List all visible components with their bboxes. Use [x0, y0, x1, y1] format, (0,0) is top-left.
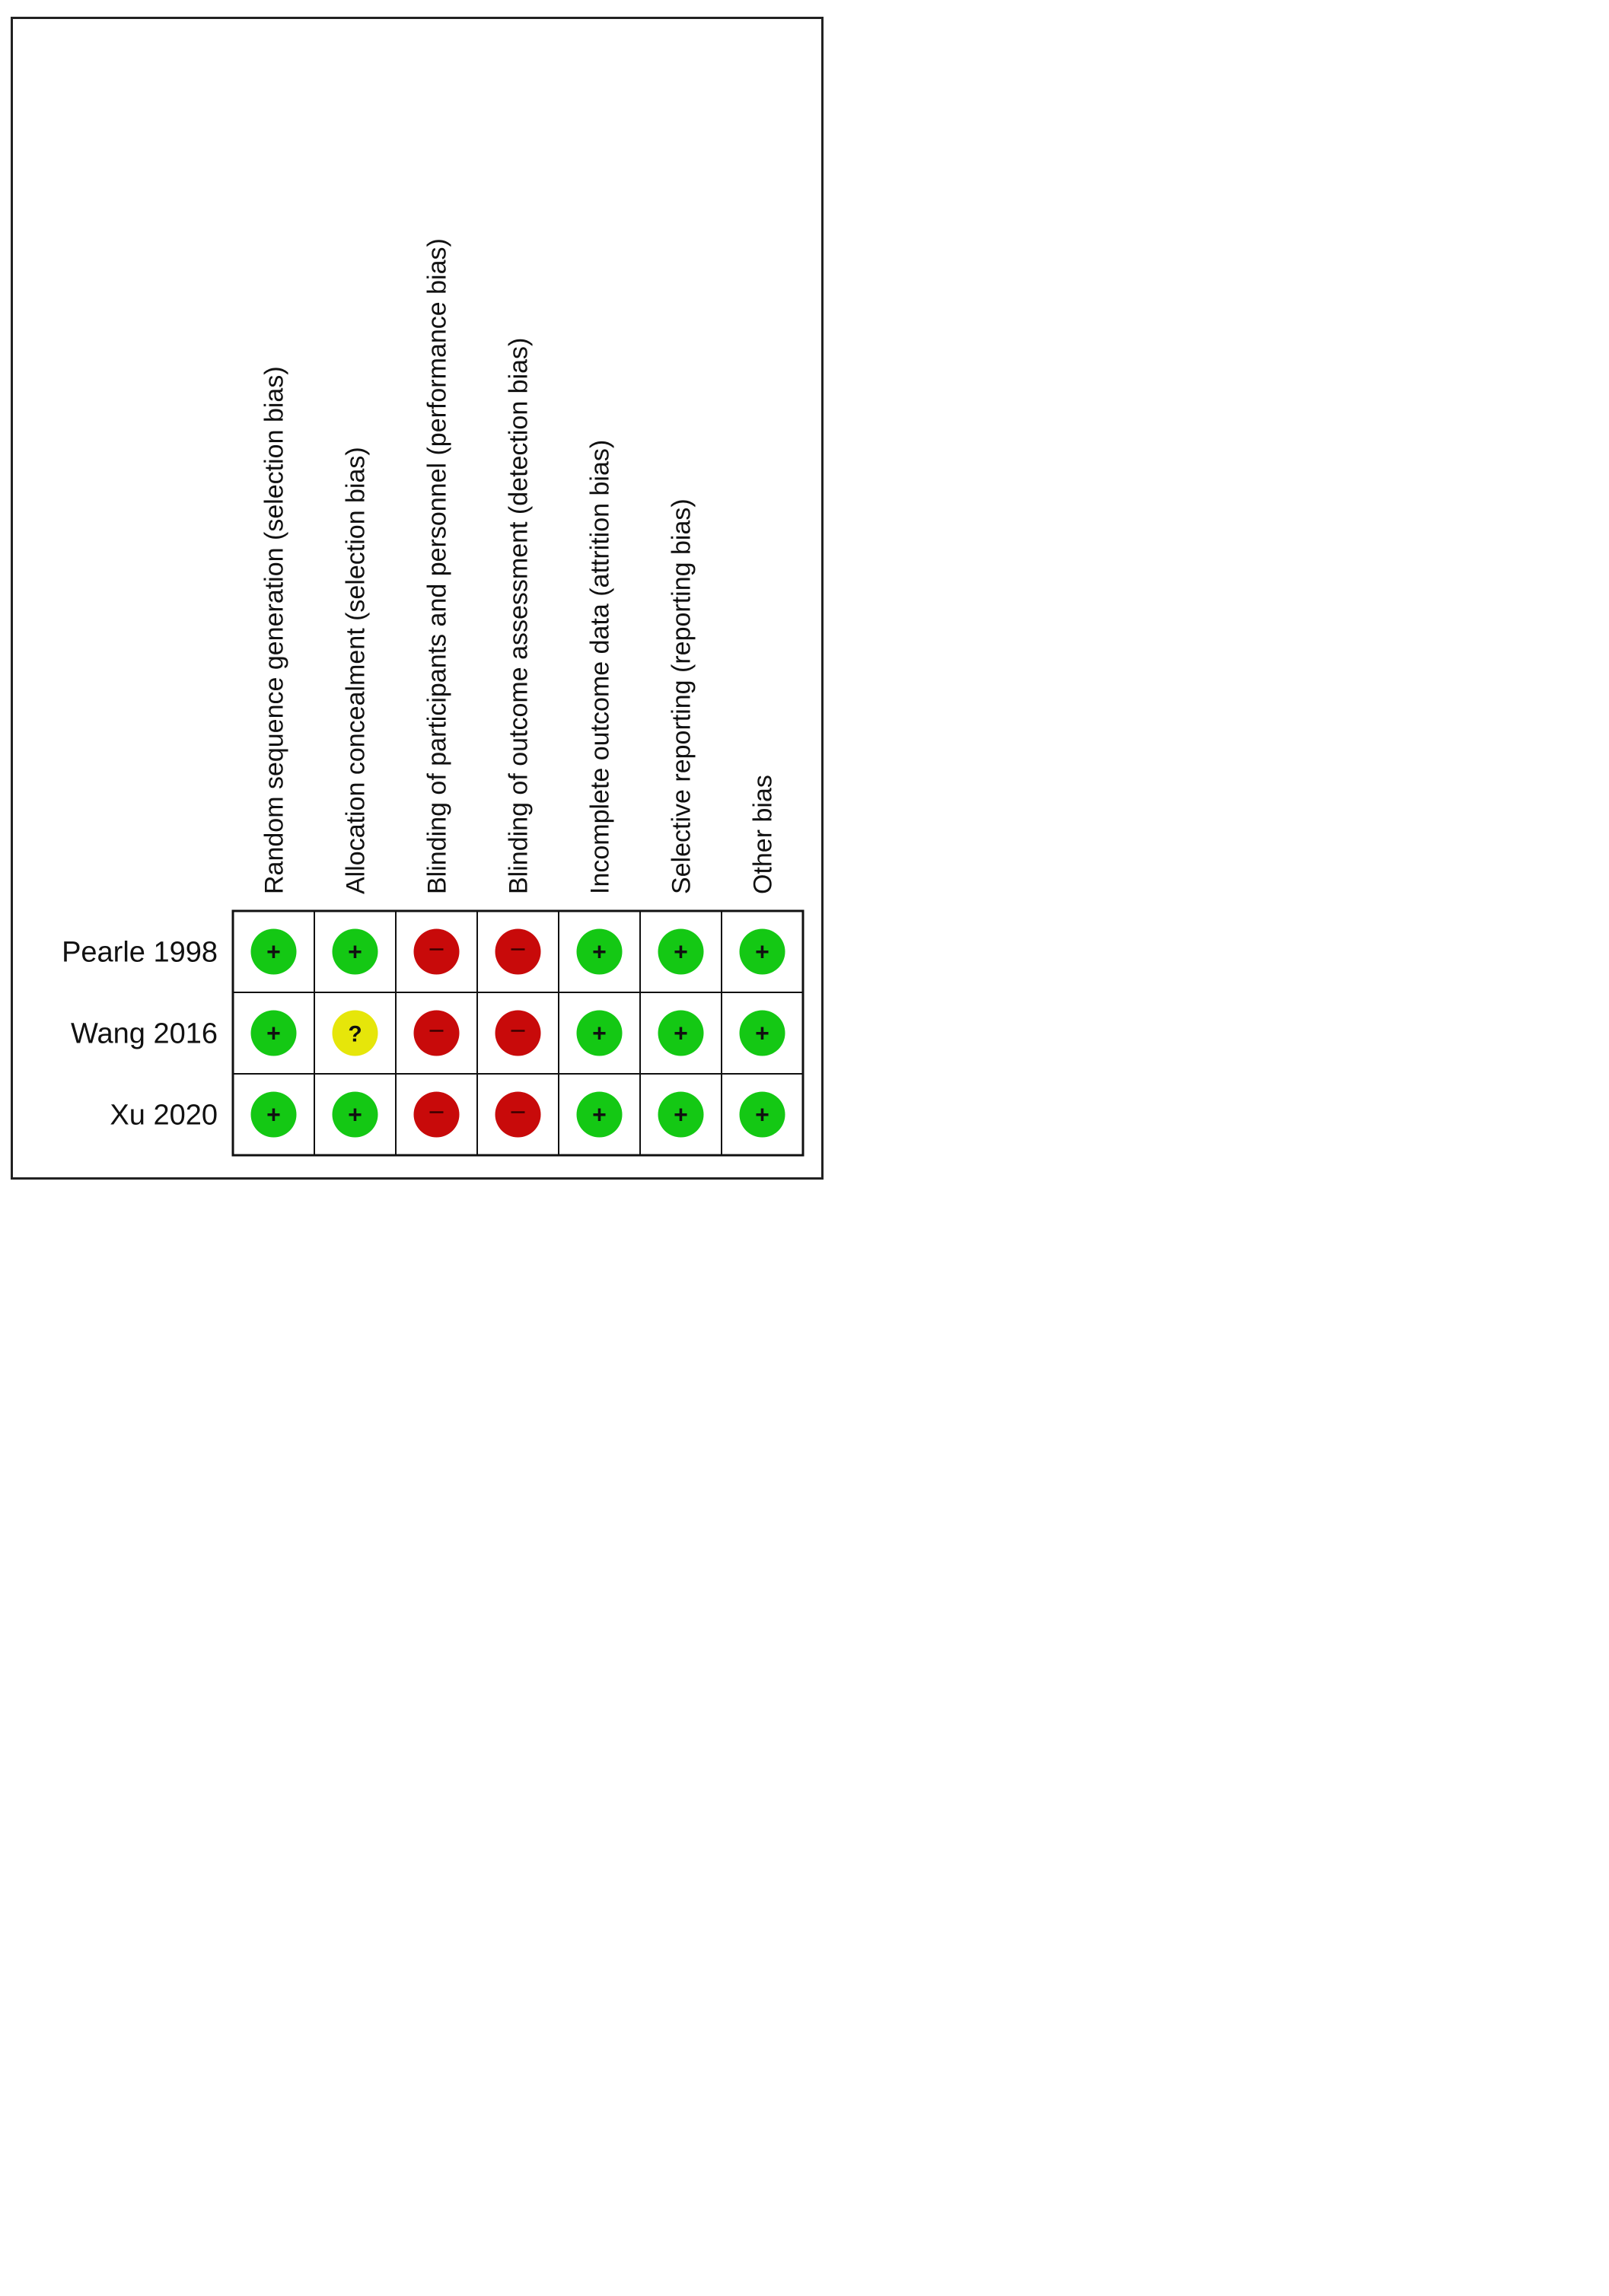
rating-cell-low-risk: [740, 1092, 785, 1138]
rating-cell-high-risk: [414, 1092, 460, 1138]
plus-glyph: +: [674, 938, 688, 966]
column-label-1: Random sequence generation (selection bias): [260, 366, 289, 894]
plus-glyph: +: [348, 938, 362, 966]
plus-glyph: +: [755, 1019, 769, 1047]
high-risk-dot: [414, 1092, 460, 1138]
column-label-7: Other bias: [748, 775, 778, 894]
risk-of-bias-figure: [0, 0, 840, 1199]
rating-cell-high-risk: [495, 929, 541, 975]
high-risk-dot: [495, 929, 541, 975]
rating-cell-low-risk: [577, 929, 623, 975]
study-label: Pearle 1998: [62, 936, 218, 969]
rating-cell-unclear-risk: [333, 1011, 378, 1056]
column-label-5: Incomplete outcome data (attrition bias): [585, 439, 615, 894]
rating-cell-high-risk: [414, 1011, 460, 1056]
plus-glyph: +: [755, 938, 769, 966]
rating-cell-low-risk: [577, 1092, 623, 1138]
column-labels: [260, 238, 778, 894]
plus-glyph: +: [348, 1100, 362, 1129]
rating-cell-low-risk: [658, 929, 704, 975]
risk-of-bias-summary-chart: [0, 0, 840, 1199]
high-risk-dot: [414, 1011, 460, 1056]
plus-glyph: +: [266, 1100, 281, 1129]
high-risk-dot: [495, 1011, 541, 1056]
rating-cell-low-risk: [658, 1092, 704, 1138]
rating-cell-low-risk: [333, 1092, 378, 1138]
plus-glyph: +: [592, 1019, 607, 1047]
rating-cell-high-risk: [414, 929, 460, 975]
rating-cells: [251, 929, 785, 1138]
plus-glyph: +: [674, 1100, 688, 1129]
high-risk-dot: [414, 929, 460, 975]
rating-cell-low-risk: [658, 1011, 704, 1056]
plus-glyph: +: [266, 938, 281, 966]
plus-glyph: +: [592, 1100, 607, 1129]
column-label-3: Blinding of participants and personnel (performance bias): [422, 238, 452, 894]
rating-cell-high-risk: [495, 1092, 541, 1138]
rating-cell-low-risk: [251, 1011, 297, 1056]
rating-cell-low-risk: [577, 1011, 623, 1056]
study-label: Wang 2016: [71, 1017, 218, 1050]
study-label: Xu 2020: [110, 1099, 218, 1132]
plus-glyph: +: [674, 1019, 688, 1047]
rating-cell-low-risk: [740, 1011, 785, 1056]
rating-cell-low-risk: [740, 929, 785, 975]
row-labels: [62, 937, 218, 1132]
column-label-6: Selective reporting (reporting bias): [667, 498, 696, 894]
rating-cell-low-risk: [251, 929, 297, 975]
column-label-4: Blinding of outcome assessment (detection bias): [504, 337, 534, 894]
plus-glyph: +: [755, 1100, 769, 1129]
column-label-2: Allocation concealment (selection bias): [341, 447, 371, 894]
plus-glyph: +: [266, 1019, 281, 1047]
question-glyph: ?: [348, 1021, 362, 1047]
rating-cell-low-risk: [251, 1092, 297, 1138]
high-risk-dot: [495, 1092, 541, 1138]
rating-cell-high-risk: [495, 1011, 541, 1056]
plus-glyph: +: [592, 938, 607, 966]
rating-cell-low-risk: [333, 929, 378, 975]
